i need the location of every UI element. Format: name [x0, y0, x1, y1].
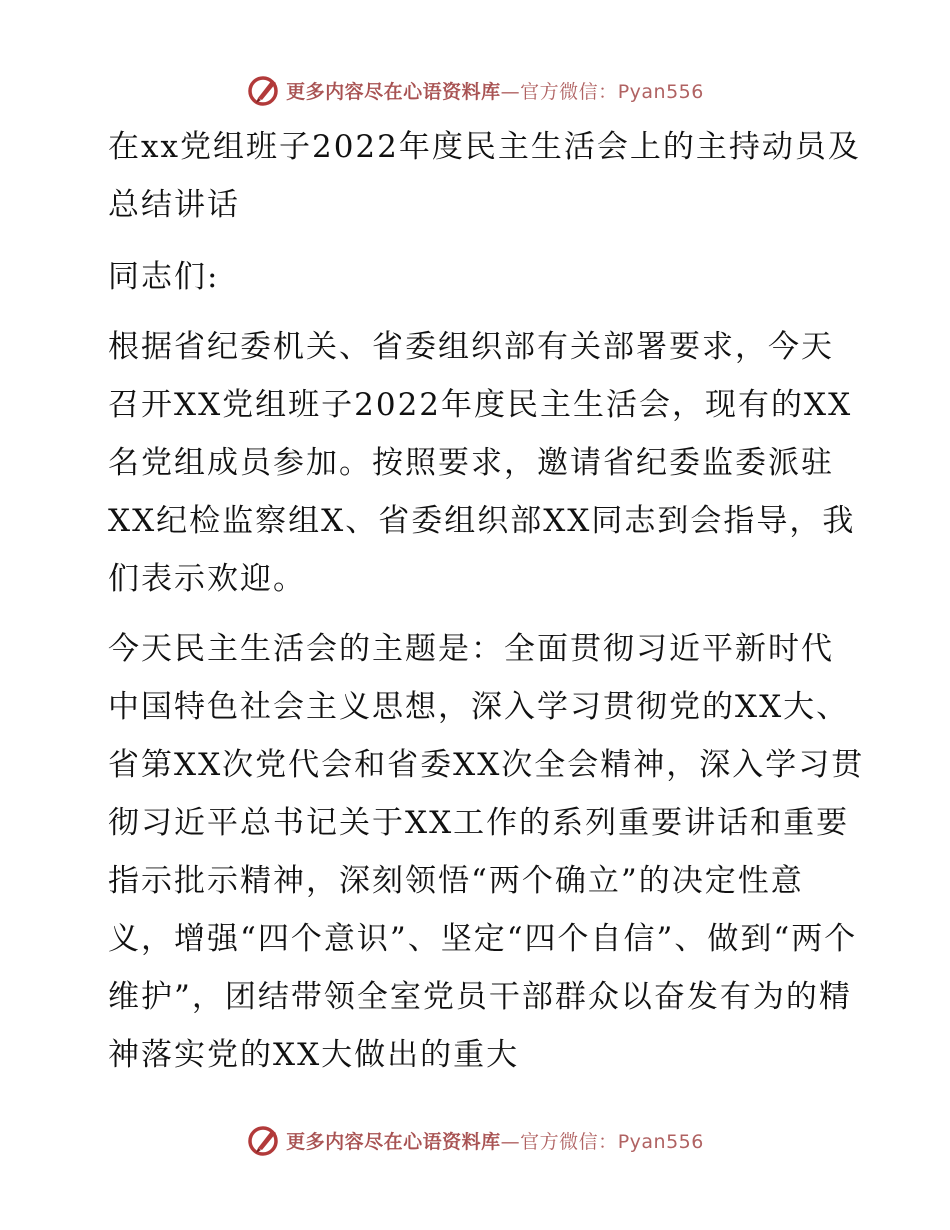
watermark-wechat-label: 官方微信：	[520, 80, 618, 103]
watermark-footer	[0, 1120, 950, 1160]
salutation: 同志们:	[108, 259, 220, 295]
watermark-main: 更多内容尽在心语资料库	[286, 1130, 501, 1153]
watermark-dash: —	[500, 1130, 521, 1153]
watermark-wechat-id: Pyan556	[617, 1130, 704, 1153]
paragraph-2: 今天民主生活会的主题是：全面贯彻习近平新时代中国特色社会主义思想，深入学习贯彻党的XX大、省第XX次党代会和省委XX次全会精神，深入学习贯彻习近平总书记关于XX工作的系列重要讲话和重要指示批示精神，深刻领悟“两个确立”的决定性意义，增强“四个意识”、坚定“四个自信”、做到“两个维护”，团结带领全室党员干部群众以奋发有为的精神落实党的XX大做出的重大	[108, 631, 865, 1073]
pen-logo-icon	[246, 72, 282, 108]
watermark-main: 更多内容尽在心语资料库	[286, 80, 501, 103]
pen-logo-icon	[246, 1122, 282, 1158]
watermark-header	[0, 70, 950, 110]
watermark-dash: —	[500, 80, 521, 103]
paragraph-1: 根据省纪委机关、省委组织部有关部署要求，今天召开XX党组班子2022年度民主生活会，现有的XX名党组成员参加。按照要求，邀请省纪委监委派驻XX纪检监察组X、省委组织部XX同志到会指导，我们表示欢迎。	[108, 329, 856, 597]
document-body	[96, 118, 866, 1096]
watermark-wechat-label: 官方微信：	[520, 1130, 618, 1153]
document-title: 在xx党组班子2022年度民主生活会上的主持动员及总结讲话	[108, 129, 861, 223]
watermark-wechat-id: Pyan556	[617, 80, 704, 103]
